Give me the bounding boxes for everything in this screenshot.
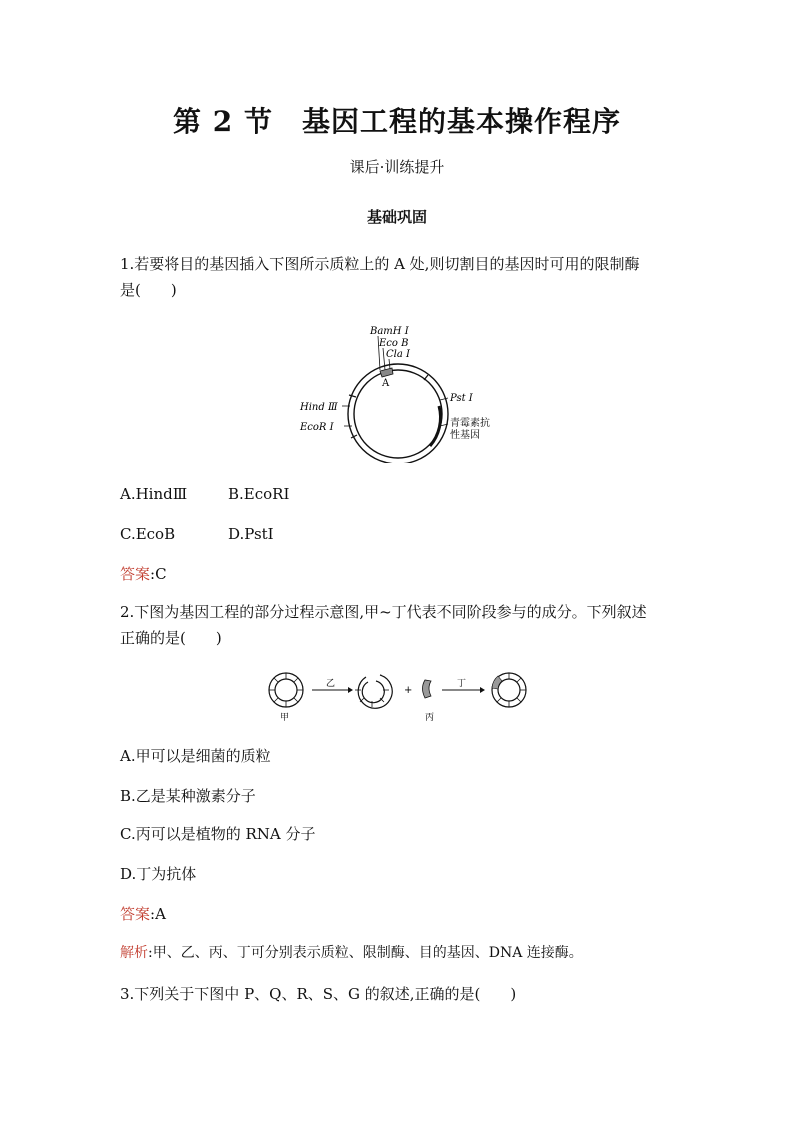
q2-option-c: C.丙可以是植物的 RNA 分子 [120,825,316,843]
page-subtitle: 课后·训练提升 [349,158,445,176]
label-yi: 乙 [326,679,336,689]
q1-answer [120,562,167,586]
q1-option-c: C.EcoB [120,525,176,543]
q2-answer [120,902,166,926]
q2-option-d: D.丁为抗体 [120,865,197,883]
q2-stem-line2: 正确的是( ) [120,629,222,647]
q2-process-figure [262,668,532,726]
plasmid-outer-ring [348,364,448,463]
label-bing: 丙 [425,713,435,723]
q1-option-d: D.PstⅠ [228,525,274,543]
label-cla1: Cla Ⅰ [386,349,410,360]
label-jia: 甲 [280,713,290,723]
q3-stem-line1: 3.下列关于下图中 P、Q、R、S、G 的叙述,正确的是( ) [120,985,517,1003]
label-ding: 丁 [457,679,467,689]
page-title: 第 2 节 基因工程的基本操作程序 [173,105,621,138]
q1-answer-label: 答案 [120,565,151,583]
label-ecob: Eco B [379,338,409,349]
q2-answer-label: 答案 [120,905,151,923]
q1-plasmid-figure [290,318,520,463]
label-site-a: A [382,378,390,389]
site-a-marker [380,368,393,377]
q1-option-a: A.HindⅢ [120,485,188,503]
section-heading: 基础巩固 [366,208,427,226]
q2-analysis-value: :甲、乙、丙、丁可分别表示质粒、限制酶、目的基因、DNA 连接酶。 [148,945,583,961]
q2-analysis-label: 解析 [120,945,148,961]
label-ecor1: EcoR Ⅰ [300,422,334,433]
q2-option-a: A.甲可以是细菌的质粒 [120,747,271,765]
q2-stem-line1: 2.下图为基因工程的部分过程示意图,甲~丁代表不同阶段参与的成分。下列叙述 [120,603,647,621]
q2-analysis [120,941,583,965]
q1-answer-value: :C [150,565,167,583]
q1-option-b: B.EcoRⅠ [228,485,290,503]
target-gene-fragment [423,680,432,698]
q2-option-b: B.乙是某种激素分子 [120,787,256,805]
label-hind3: Hind Ⅲ [300,402,338,413]
plasmid-inner-ring [354,370,442,458]
q1-stem-line2: 是( ) [120,281,177,299]
label-plus: + [404,685,413,696]
label-bamh1: BamH Ⅰ [370,326,409,337]
label-resistance-gene-1: 青霉素抗 [450,418,490,429]
label-pst1: Pst Ⅰ [450,393,473,404]
q1-stem-line1: 1.若要将目的基因插入下图所示质粒上的 A 处,则切割目的基因时可用的限制酶 [120,255,640,273]
q2-answer-value: :A [150,905,166,923]
label-resistance-gene-2: 性基因 [450,430,480,441]
